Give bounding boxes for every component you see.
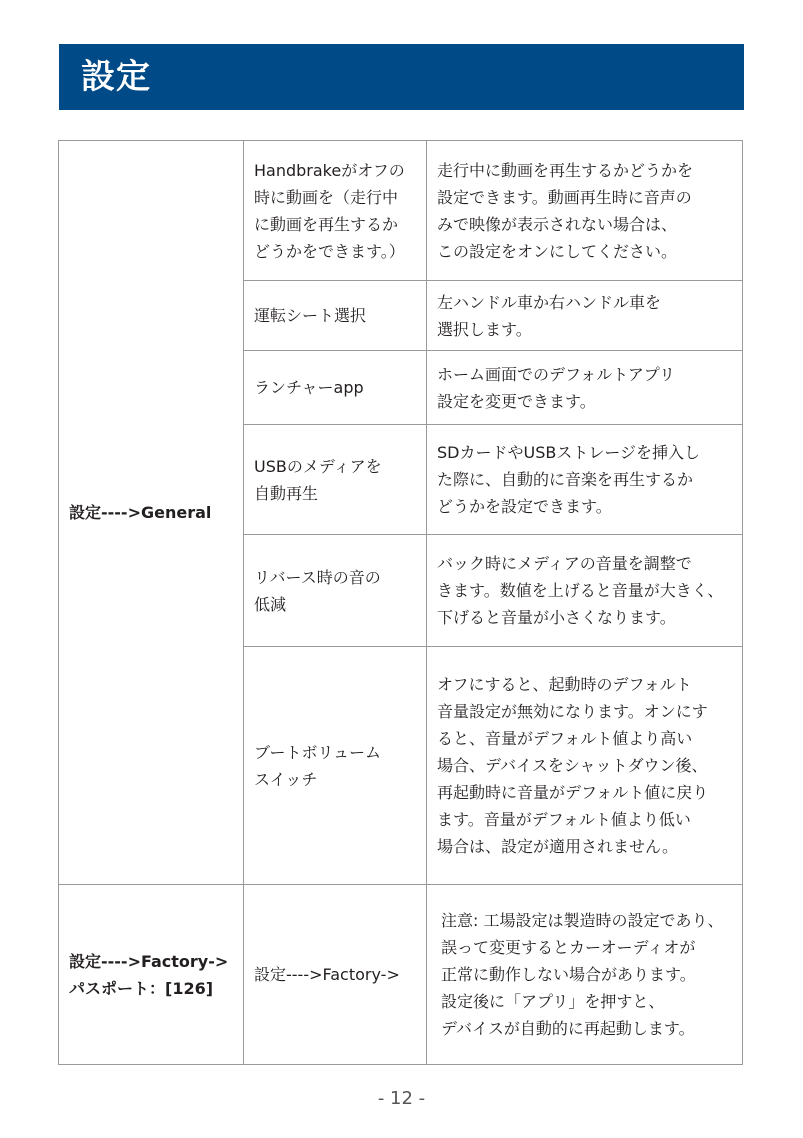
description-line: 注意: 工場設定は製造時の設定であり、 [441, 911, 724, 930]
description-line: きます。数値を上げると音量が大きく、 [437, 581, 724, 600]
description-line: この設定をオンにしてください。 [437, 241, 678, 261]
description-line: 誤って変更するとカーオーディオが [441, 938, 696, 957]
description-line: 場合、デバイスをシャットダウン後、 [437, 756, 708, 775]
section-label-line: 設定---->General [69, 503, 212, 522]
description-line: ます。音量がデフォルト値より低い [437, 810, 691, 829]
description-line: SDカードやUSBストレージを挿入し [437, 443, 701, 462]
setting-name-cell [244, 351, 427, 425]
description-line: た際に、自動的に音楽を再生するか [437, 470, 694, 489]
section-label-factory [59, 885, 244, 1065]
setting-description-cell [427, 425, 743, 535]
setting-description-cell [427, 647, 743, 885]
description-line: 場合は、設定が適用されません。 [437, 837, 678, 856]
setting-name-cell [244, 885, 427, 1065]
settings-table [58, 140, 743, 1065]
setting-description-cell [427, 281, 743, 351]
setting-name-line: リバース時の音の [254, 567, 381, 587]
description-line: 走行中に動画を再生するかどうかを [437, 160, 694, 180]
setting-description-cell [427, 535, 743, 647]
description-line: ホーム画面でのデフォルトアプリ [437, 364, 676, 384]
description-line: 左ハンドル車か右ハンドル車を [437, 292, 662, 312]
description-line: 音量設定が無効になります。オンにす [437, 702, 708, 721]
setting-name-line: 自動再生 [254, 483, 319, 503]
setting-name-cell [244, 535, 427, 647]
setting-description-cell [427, 141, 743, 281]
description-line: 設定後に「アプリ」を押すと、 [441, 992, 665, 1011]
setting-name-line: 設定---->Factory-> [254, 965, 400, 984]
setting-name-line: Handbrakeがオフの [254, 160, 405, 180]
description-line: 再起動時に音量がデフォルト値に戻り [437, 783, 709, 802]
setting-name-line: 時に動画を（走行中 [254, 187, 399, 207]
setting-name-line: 低減 [254, 594, 287, 614]
section-label-general [59, 141, 244, 885]
setting-name-line: に動画を再生するか [254, 214, 399, 234]
setting-description-cell [427, 885, 743, 1065]
description-line: 下げると音量が小さくなります。 [437, 608, 676, 627]
setting-name-line: どうかをできます。） [254, 241, 405, 261]
description-line: 選択します。 [437, 319, 532, 339]
description-line: バック時にメディアの音量を調整で [437, 554, 692, 573]
table-row [59, 885, 743, 1065]
description-line: オフにすると、起動時のデフォルト [437, 675, 692, 694]
page-title: 設定 [81, 57, 151, 97]
setting-name-cell [244, 281, 427, 351]
setting-name-cell [244, 141, 427, 281]
title-banner [59, 44, 744, 110]
description-line: ると、音量がデフォルト値より高い [437, 729, 693, 748]
setting-name-cell [244, 425, 427, 535]
setting-name-line: ランチャーapp [254, 378, 364, 397]
description-line: 設定できます。動画再生時に音声の [437, 187, 692, 207]
description-line: どうかを設定できます。 [437, 497, 612, 516]
description-line: デバイスが自動的に再起動します。 [441, 1019, 695, 1038]
description-line: 設定を変更できます。 [437, 391, 596, 411]
section-label-line: パスポート：[126] [69, 978, 214, 998]
setting-name-line: スイッチ [254, 769, 318, 789]
description-line: みで映像が表示されない場合は、 [437, 214, 678, 234]
setting-name-line: ブートボリューム [254, 742, 382, 762]
section-label-line: 設定---->Factory-> [69, 951, 229, 971]
setting-name-line: USBのメディアを [254, 456, 382, 476]
table-row [59, 141, 743, 281]
setting-description-cell [427, 351, 743, 425]
setting-name-cell [244, 647, 427, 885]
setting-name-line: 運転シート選択 [254, 306, 367, 325]
description-line: 正常に動作しない場合があります。 [441, 965, 696, 984]
page-number: - 12 - [377, 1088, 426, 1109]
